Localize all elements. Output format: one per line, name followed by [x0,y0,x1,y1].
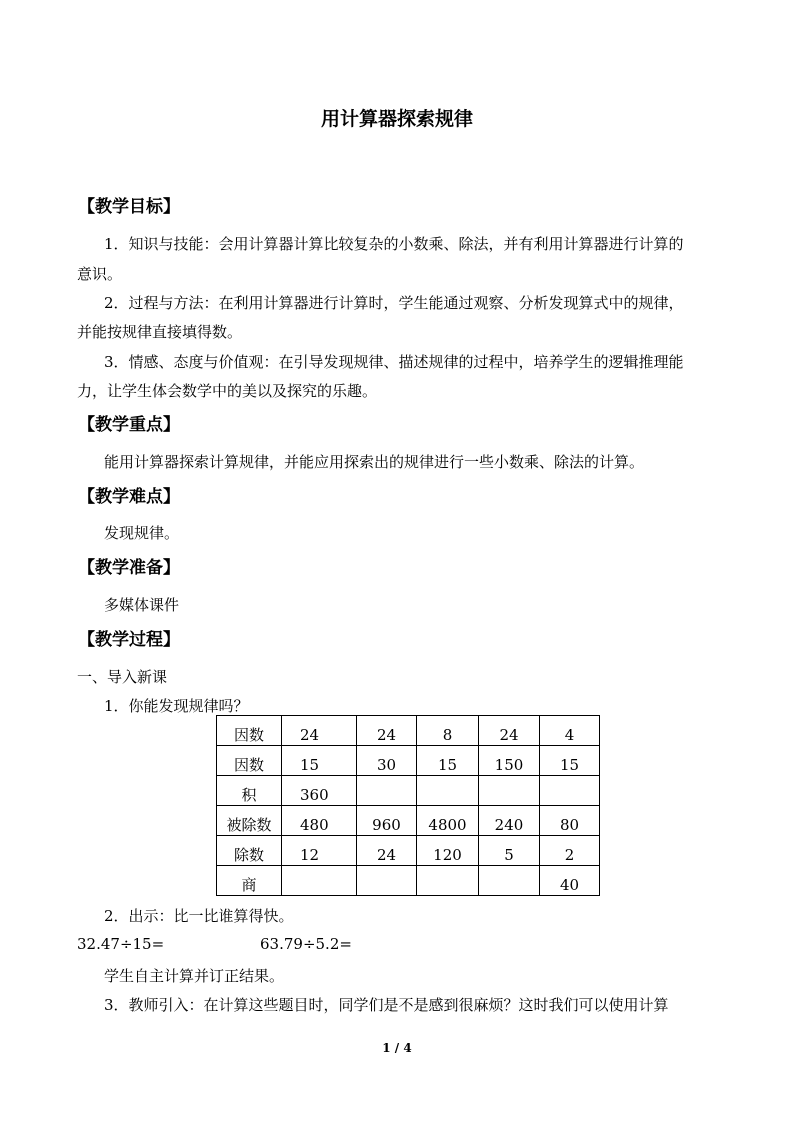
step-1-text: 1．你能发现规律吗？ [104,697,249,715]
table-cell: 30 [357,746,417,776]
preparation-text: 多媒体课件 [104,596,180,614]
table-row [217,836,600,866]
table-cell: 5 [479,836,540,866]
table-cell [479,776,540,806]
objective-3-line-2: 力，让学生体会数学中的美以及探究的乐趣。 [77,382,378,400]
table-cell: 8 [417,716,479,746]
table-cell: 15 [417,746,479,776]
table-cell: 120 [417,836,479,866]
table-cell: 240 [479,806,540,836]
table-row [217,746,600,776]
table-cell: 480 [282,806,357,836]
section-heading-difficulties: 【教学难点】 [78,487,180,507]
table-cell [540,776,600,806]
table-cell: 360 [282,776,357,806]
objective-3-line-1: 3．情感、态度与价值观：在引导发现规律、描述规律的过程中，培养学生的逻辑推理能 [104,353,684,371]
table-cell: 4800 [417,806,479,836]
table-cell: 80 [540,806,600,836]
table-cell: 2 [540,836,600,866]
table-cell [417,866,479,896]
table-row [217,776,600,806]
table-cell [282,866,357,896]
table-cell [357,776,417,806]
pattern-table [216,715,600,896]
table-cell [479,866,540,896]
table-cell: 除数 [217,836,282,866]
expression-2: 63.79÷5.2= [260,935,352,953]
table-cell: 12 [282,836,357,866]
expression-1: 32.47÷15= [77,935,165,953]
table-cell: 960 [357,806,417,836]
objective-1-line-1: 1．知识与技能：会用计算器计算比较复杂的小数乘、除法，并有利用计算器进行计算的 [104,235,684,253]
table-cell: 24 [479,716,540,746]
table-cell: 积 [217,776,282,806]
table-row [217,716,600,746]
table-cell [417,776,479,806]
table-cell: 15 [540,746,600,776]
table-cell: 24 [282,716,357,746]
objective-2-line-2: 并能按规律直接填得数。 [77,323,243,341]
difficulties-text: 发现规律。 [104,524,180,542]
table-row [217,866,600,896]
table-cell: 商 [217,866,282,896]
table-cell: 24 [357,716,417,746]
table-cell: 因数 [217,746,282,776]
page-title: 用计算器探索规律 [320,108,473,130]
table-cell: 24 [357,836,417,866]
part-1-heading: 一、导入新课 [77,668,168,686]
step-2-note: 学生自主计算并订正结果。 [104,967,285,985]
objective-1-line-2: 意识。 [77,265,123,283]
key-points-text: 能用计算器探索计算规律，并能应用探索出的规律进行一些小数乘、除法的计算。 [104,453,645,471]
table-cell: 40 [540,866,600,896]
objective-2-line-1: 2．过程与方法：在利用计算器进行计算时，学生能通过观察、分析发现算式中的规律， [104,294,684,312]
table-cell: 因数 [217,716,282,746]
page-number: 1 / 4 [382,1041,412,1055]
step-2-text: 2．出示：比一比谁算得快。 [104,907,294,925]
section-heading-process: 【教学过程】 [78,630,180,650]
section-heading-key-points: 【教学重点】 [78,415,180,435]
table-cell: 150 [479,746,540,776]
section-heading-objectives: 【教学目标】 [78,197,180,217]
table-row [217,806,600,836]
table-cell: 15 [282,746,357,776]
table-cell: 4 [540,716,600,746]
step-3-text: 3．教师引入：在计算这些题目时，同学们是不是感到很麻烦？这时我们可以使用计算 [104,996,669,1014]
section-heading-preparation: 【教学准备】 [78,558,180,578]
table-cell: 被除数 [217,806,282,836]
table-cell [357,866,417,896]
